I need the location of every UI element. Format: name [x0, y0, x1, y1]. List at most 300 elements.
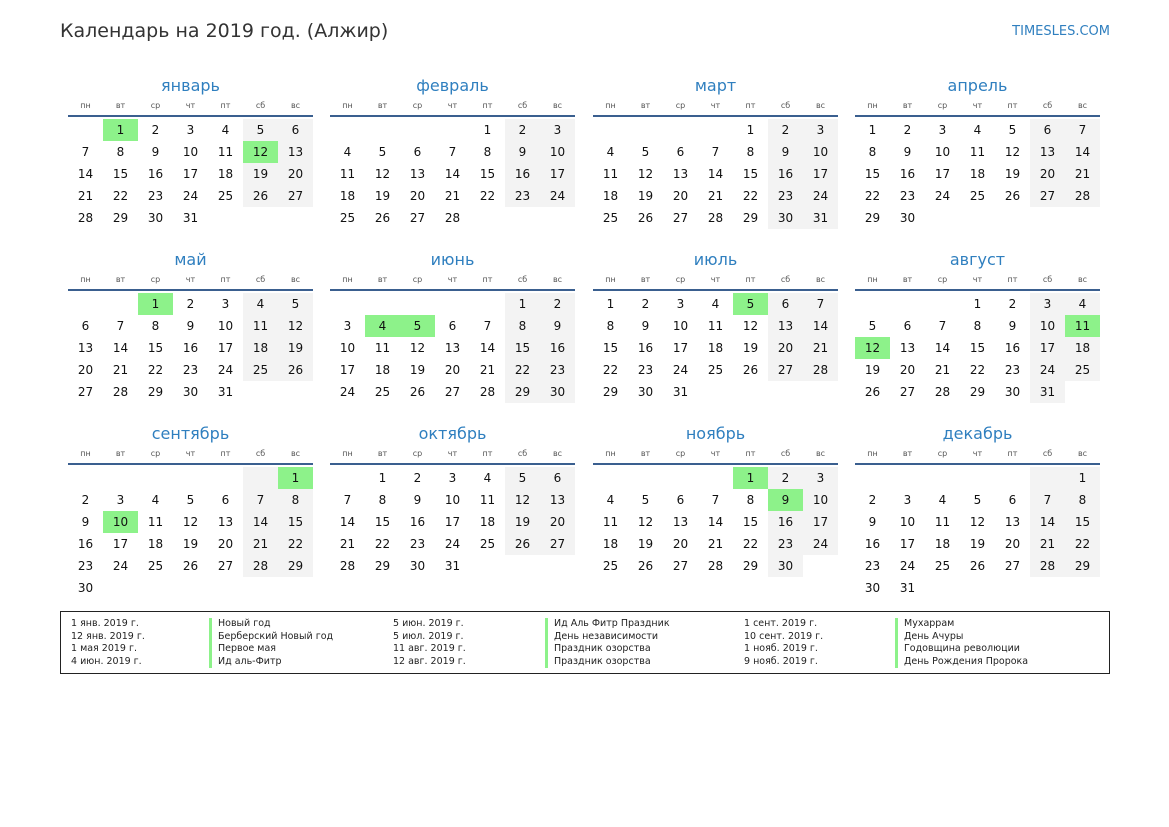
day-cell: 15	[374, 515, 391, 529]
day-cell: 2	[768, 119, 803, 141]
weekday-label: вт	[640, 275, 651, 284]
legend-holiday-name: Ид аль-Фитр	[209, 656, 333, 669]
day-cell: 8	[1065, 489, 1100, 511]
day-cell: 9	[903, 145, 912, 159]
day-cell: 9	[151, 145, 160, 159]
day-cell: 8	[116, 145, 125, 159]
day-cell: 6	[676, 145, 685, 159]
day-cell: 28	[444, 211, 461, 225]
legend-dates-column	[71, 618, 145, 668]
day-cell: 25	[707, 363, 724, 377]
day-cell: 14	[479, 341, 496, 355]
day-cell: 25	[602, 211, 619, 225]
day-cell: 7	[711, 145, 720, 159]
weekday-label: чт	[447, 275, 458, 284]
day-cell: 3	[676, 297, 685, 311]
day-cell: 18	[243, 337, 278, 359]
day-cell: 4	[711, 297, 720, 311]
empty-cell	[173, 467, 208, 489]
day-cell: 20	[672, 189, 689, 203]
month-name: февраль	[416, 76, 489, 95]
day-cell: 21	[707, 537, 724, 551]
day-cell: 23	[637, 363, 654, 377]
day-cell: 11	[707, 319, 724, 333]
day-cell: 16	[637, 341, 654, 355]
day-cell: 9	[186, 319, 195, 333]
day-cell: 15	[278, 511, 313, 533]
empty-cell	[365, 119, 400, 141]
day-cell: 7	[116, 319, 125, 333]
weekday-label: пт	[482, 101, 493, 110]
day-cell: 28	[339, 559, 356, 573]
weekday-label: чт	[185, 449, 196, 458]
day-cell: 30	[899, 211, 916, 225]
day-cell: 9	[1008, 319, 1017, 333]
day-cell: 10	[444, 493, 461, 507]
day-cell: 16	[1004, 341, 1021, 355]
day-cell: 14	[803, 315, 838, 337]
weekday-label: чт	[710, 275, 721, 284]
weekday-header	[593, 446, 838, 461]
day-cell: 15	[864, 167, 881, 181]
month-name: июнь	[430, 250, 475, 269]
day-cell: 27	[540, 533, 575, 555]
day-cell: 28	[479, 385, 496, 399]
day-cell: 16	[768, 511, 803, 533]
day-cell: 23	[540, 359, 575, 381]
day-cell: 24	[899, 559, 916, 573]
day-cell: 3	[1030, 293, 1065, 315]
day-cell: 1	[973, 297, 982, 311]
day-cell: 25	[969, 189, 986, 203]
day-grid	[593, 117, 838, 229]
day-cell: 10	[803, 141, 838, 163]
day-cell: 5	[868, 319, 877, 333]
day-cell: 17	[899, 537, 916, 551]
day-cell: 3	[540, 119, 575, 141]
weekday-label: пт	[1007, 101, 1018, 110]
day-cell: 28	[1065, 185, 1100, 207]
legend-date: 12 янв. 2019 г.	[71, 630, 145, 642]
day-cell: 11	[602, 515, 619, 529]
empty-cell	[330, 467, 365, 489]
month-name: апрель	[947, 76, 1008, 95]
weekday-label: чт	[447, 449, 458, 458]
empty-cell	[400, 293, 435, 315]
day-cell: 31	[899, 581, 916, 595]
legend-holiday-name: Годовщина революции	[895, 643, 1028, 656]
weekday-label: вт	[115, 449, 126, 458]
weekday-label: вт	[377, 449, 388, 458]
day-cell: 8	[973, 319, 982, 333]
weekday-label: пн	[80, 101, 91, 110]
day-cell: 14	[77, 167, 94, 181]
day-cell: 2	[641, 297, 650, 311]
day-cell: 15	[602, 341, 619, 355]
day-cell: 18	[217, 167, 234, 181]
empty-cell	[138, 467, 173, 489]
day-cell: 2	[151, 123, 160, 137]
day-cell: 28	[77, 211, 94, 225]
day-cell: 23	[864, 559, 881, 573]
day-cell: 29	[374, 559, 391, 573]
day-cell: 27	[444, 385, 461, 399]
day-cell: 18	[602, 189, 619, 203]
site-link[interactable]: TIMESLES.COM	[1012, 24, 1110, 39]
day-cell: 7	[1065, 119, 1100, 141]
day-cell: 12	[969, 515, 986, 529]
day-cell: 9	[505, 141, 540, 163]
weekday-label: сб	[1042, 449, 1053, 458]
day-cell: 28	[1030, 555, 1065, 577]
empty-cell	[925, 293, 960, 315]
day-cell: 21	[444, 189, 461, 203]
day-cell: 4	[973, 123, 982, 137]
day-cell: 24	[672, 363, 689, 377]
weekday-label: вс	[290, 275, 301, 284]
weekday-label: чт	[185, 101, 196, 110]
day-grid	[68, 465, 313, 599]
day-cell: 19	[864, 363, 881, 377]
legend-date: 1 мая 2019 г.	[71, 643, 137, 654]
day-cell: 27	[768, 359, 803, 381]
day-cell: 16	[147, 167, 164, 181]
weekday-label: ср	[675, 101, 686, 110]
day-cell: 20	[768, 337, 803, 359]
day-cell: 21	[934, 363, 951, 377]
day-cell: 21	[1030, 533, 1065, 555]
day-cell: 6	[278, 119, 313, 141]
day-cell: 19	[505, 511, 540, 533]
day-cell: 4	[1065, 293, 1100, 315]
holiday-day-cell: 10	[103, 511, 138, 533]
day-cell: 17	[217, 341, 234, 355]
weekday-header	[593, 272, 838, 287]
day-grid	[855, 117, 1100, 229]
legend-holiday-name: Мухаррам	[895, 618, 1028, 631]
weekday-label: вс	[290, 449, 301, 458]
day-grid	[330, 465, 575, 577]
day-cell: 6	[540, 467, 575, 489]
empty-cell	[365, 293, 400, 315]
day-cell: 13	[444, 341, 461, 355]
day-cell: 22	[742, 189, 759, 203]
day-cell: 20	[1030, 163, 1065, 185]
day-cell: 7	[938, 319, 947, 333]
day-cell: 30	[768, 207, 803, 229]
day-cell: 27	[1030, 185, 1065, 207]
legend-date: 5 июн. 2019 г.	[393, 618, 464, 629]
day-cell: 18	[374, 363, 391, 377]
day-cell: 15	[969, 341, 986, 355]
day-cell: 28	[243, 555, 278, 577]
day-cell: 24	[803, 533, 838, 555]
day-cell: 26	[182, 559, 199, 573]
empty-cell	[855, 467, 890, 489]
legend-names-column	[209, 618, 333, 668]
day-cell: 5	[378, 145, 387, 159]
day-cell: 22	[969, 363, 986, 377]
day-cell: 27	[672, 211, 689, 225]
day-cell: 3	[116, 493, 125, 507]
weekday-label: пн	[342, 275, 353, 284]
day-cell: 4	[483, 471, 492, 485]
weekday-label: пт	[1007, 449, 1018, 458]
day-cell: 20	[672, 537, 689, 551]
day-cell: 13	[899, 341, 916, 355]
day-cell: 4	[243, 293, 278, 315]
day-cell: 13	[409, 167, 426, 181]
day-cell: 16	[77, 537, 94, 551]
day-grid	[330, 291, 575, 403]
weekday-label: ср	[675, 449, 686, 458]
day-cell: 20	[217, 537, 234, 551]
day-cell: 17	[1030, 337, 1065, 359]
empty-cell	[890, 293, 925, 315]
day-cell: 12	[505, 489, 540, 511]
day-cell: 22	[864, 189, 881, 203]
day-cell: 28	[112, 385, 129, 399]
day-cell: 11	[934, 515, 951, 529]
day-cell: 16	[409, 515, 426, 529]
day-cell: 23	[768, 533, 803, 555]
day-cell: 7	[448, 145, 457, 159]
weekday-label: пн	[605, 275, 616, 284]
day-cell: 23	[768, 185, 803, 207]
day-cell: 10	[540, 141, 575, 163]
day-cell: 7	[343, 493, 352, 507]
day-cell: 18	[339, 189, 356, 203]
weekday-label: сб	[1042, 275, 1053, 284]
day-cell: 29	[742, 559, 759, 573]
month-name: май	[174, 250, 207, 269]
day-cell: 29	[602, 385, 619, 399]
day-cell: 3	[186, 123, 195, 137]
day-cell: 24	[444, 537, 461, 551]
day-cell: 17	[803, 511, 838, 533]
empty-cell	[208, 467, 243, 489]
day-cell: 14	[707, 167, 724, 181]
day-cell: 24	[217, 363, 234, 377]
weekday-label: чт	[972, 275, 983, 284]
day-cell: 15	[505, 337, 540, 359]
day-cell: 21	[243, 533, 278, 555]
empty-cell	[1030, 467, 1065, 489]
weekday-label: пт	[220, 449, 231, 458]
month-5	[68, 250, 313, 403]
weekday-header	[68, 98, 313, 113]
legend-date: 1 нояб. 2019 г.	[744, 643, 818, 654]
day-cell: 29	[505, 381, 540, 403]
day-cell: 9	[413, 493, 422, 507]
day-cell: 3	[448, 471, 457, 485]
day-cell: 25	[1065, 359, 1100, 381]
day-cell: 5	[243, 119, 278, 141]
day-cell: 24	[112, 559, 129, 573]
day-cell: 11	[602, 167, 619, 181]
weekday-label: чт	[447, 101, 458, 110]
day-cell: 5	[186, 493, 195, 507]
empty-cell	[435, 293, 470, 315]
day-cell: 6	[221, 493, 230, 507]
weekday-label: ср	[937, 275, 948, 284]
day-cell: 23	[505, 185, 540, 207]
empty-cell	[663, 119, 698, 141]
empty-cell	[698, 119, 733, 141]
day-cell: 21	[707, 189, 724, 203]
empty-cell	[890, 467, 925, 489]
day-cell: 9	[540, 315, 575, 337]
day-cell: 17	[803, 163, 838, 185]
day-cell: 20	[540, 511, 575, 533]
weekday-label: сб	[517, 101, 528, 110]
holiday-day-cell: 12	[243, 141, 278, 163]
month-12	[855, 424, 1100, 599]
holiday-day-cell: 5	[733, 293, 768, 315]
empty-cell	[243, 467, 278, 489]
day-cell: 1	[505, 293, 540, 315]
legend-holiday-name: Праздник озорства	[545, 656, 670, 669]
holiday-day-cell: 12	[855, 337, 890, 359]
weekday-label: пн	[867, 449, 878, 458]
holiday-day-cell: 4	[365, 315, 400, 337]
day-cell: 27	[217, 559, 234, 573]
weekday-label: вт	[640, 101, 651, 110]
legend-holiday-name: Праздник озорства	[545, 643, 670, 656]
weekday-header	[68, 272, 313, 287]
empty-cell	[330, 293, 365, 315]
day-cell: 16	[505, 163, 540, 185]
month-name: ноябрь	[685, 424, 746, 443]
weekday-header	[855, 272, 1100, 287]
day-cell: 26	[505, 533, 540, 555]
day-cell: 1	[483, 123, 492, 137]
day-cell: 14	[1065, 141, 1100, 163]
weekday-label: ср	[150, 101, 161, 110]
legend-holiday-name: Новый год	[209, 618, 333, 631]
empty-cell	[698, 467, 733, 489]
day-cell: 18	[934, 537, 951, 551]
day-cell: 14	[243, 511, 278, 533]
day-cell: 12	[278, 315, 313, 337]
day-cell: 26	[742, 363, 759, 377]
day-cell: 22	[278, 533, 313, 555]
day-cell: 7	[243, 489, 278, 511]
day-cell: 12	[637, 167, 654, 181]
day-cell: 2	[903, 123, 912, 137]
day-cell: 14	[707, 515, 724, 529]
holiday-day-cell: 11	[1065, 315, 1100, 337]
weekday-label: сб	[517, 275, 528, 284]
day-cell: 30	[637, 385, 654, 399]
weekday-label: пт	[745, 275, 756, 284]
legend-names-column	[895, 618, 1028, 668]
legend-holiday-name: Первое мая	[209, 643, 333, 656]
day-cell: 11	[339, 167, 356, 181]
weekday-label: сб	[780, 449, 791, 458]
empty-cell	[68, 467, 103, 489]
weekday-label: вс	[552, 449, 563, 458]
weekday-label: пн	[80, 275, 91, 284]
day-cell: 30	[147, 211, 164, 225]
day-cell: 5	[505, 467, 540, 489]
day-cell: 17	[444, 515, 461, 529]
day-cell: 9	[868, 515, 877, 529]
day-cell: 26	[409, 385, 426, 399]
day-cell: 27	[1004, 559, 1021, 573]
legend-names-column	[545, 618, 670, 668]
weekday-label: вс	[552, 101, 563, 110]
day-cell: 13	[672, 167, 689, 181]
day-cell: 19	[969, 537, 986, 551]
day-cell: 27	[672, 559, 689, 573]
day-cell: 21	[77, 189, 94, 203]
weekday-label: чт	[185, 275, 196, 284]
day-cell: 28	[934, 385, 951, 399]
day-cell: 25	[602, 559, 619, 573]
day-cell: 7	[483, 319, 492, 333]
day-cell: 10	[1030, 315, 1065, 337]
day-cell: 12	[1004, 145, 1021, 159]
day-grid	[855, 291, 1100, 403]
day-cell: 11	[217, 145, 234, 159]
month-7	[593, 250, 838, 403]
day-cell: 17	[112, 537, 129, 551]
empty-cell	[435, 119, 470, 141]
day-cell: 3	[803, 119, 838, 141]
day-cell: 29	[147, 385, 164, 399]
weekday-label: ср	[150, 275, 161, 284]
empty-cell	[400, 119, 435, 141]
weekday-label: сб	[255, 101, 266, 110]
day-cell: 26	[637, 211, 654, 225]
day-cell: 26	[1004, 189, 1021, 203]
day-cell: 30	[540, 381, 575, 403]
day-cell: 19	[409, 363, 426, 377]
day-cell: 12	[742, 319, 759, 333]
weekday-label: сб	[517, 449, 528, 458]
day-cell: 22	[147, 363, 164, 377]
empty-cell	[960, 467, 995, 489]
day-cell: 20	[409, 189, 426, 203]
day-cell: 1	[868, 123, 877, 137]
day-cell: 12	[374, 167, 391, 181]
day-cell: 19	[278, 337, 313, 359]
legend-holiday-name: Берберский Новый год	[209, 631, 333, 644]
day-cell: 30	[864, 581, 881, 595]
empty-cell	[663, 467, 698, 489]
weekday-label: сб	[1042, 101, 1053, 110]
day-cell: 8	[378, 493, 387, 507]
weekday-label: ср	[937, 449, 948, 458]
day-cell: 30	[768, 555, 803, 577]
day-cell: 21	[1065, 163, 1100, 185]
day-cell: 15	[742, 167, 759, 181]
day-cell: 16	[182, 341, 199, 355]
weekday-label: пт	[745, 449, 756, 458]
weekday-header	[593, 98, 838, 113]
day-cell: 30	[182, 385, 199, 399]
weekday-header	[330, 272, 575, 287]
day-cell: 26	[969, 559, 986, 573]
day-cell: 2	[413, 471, 422, 485]
day-cell: 29	[864, 211, 881, 225]
day-cell: 7	[803, 293, 838, 315]
weekday-label: вт	[115, 275, 126, 284]
day-cell: 26	[243, 185, 278, 207]
weekday-label: вс	[1077, 449, 1088, 458]
day-cell: 22	[602, 363, 619, 377]
